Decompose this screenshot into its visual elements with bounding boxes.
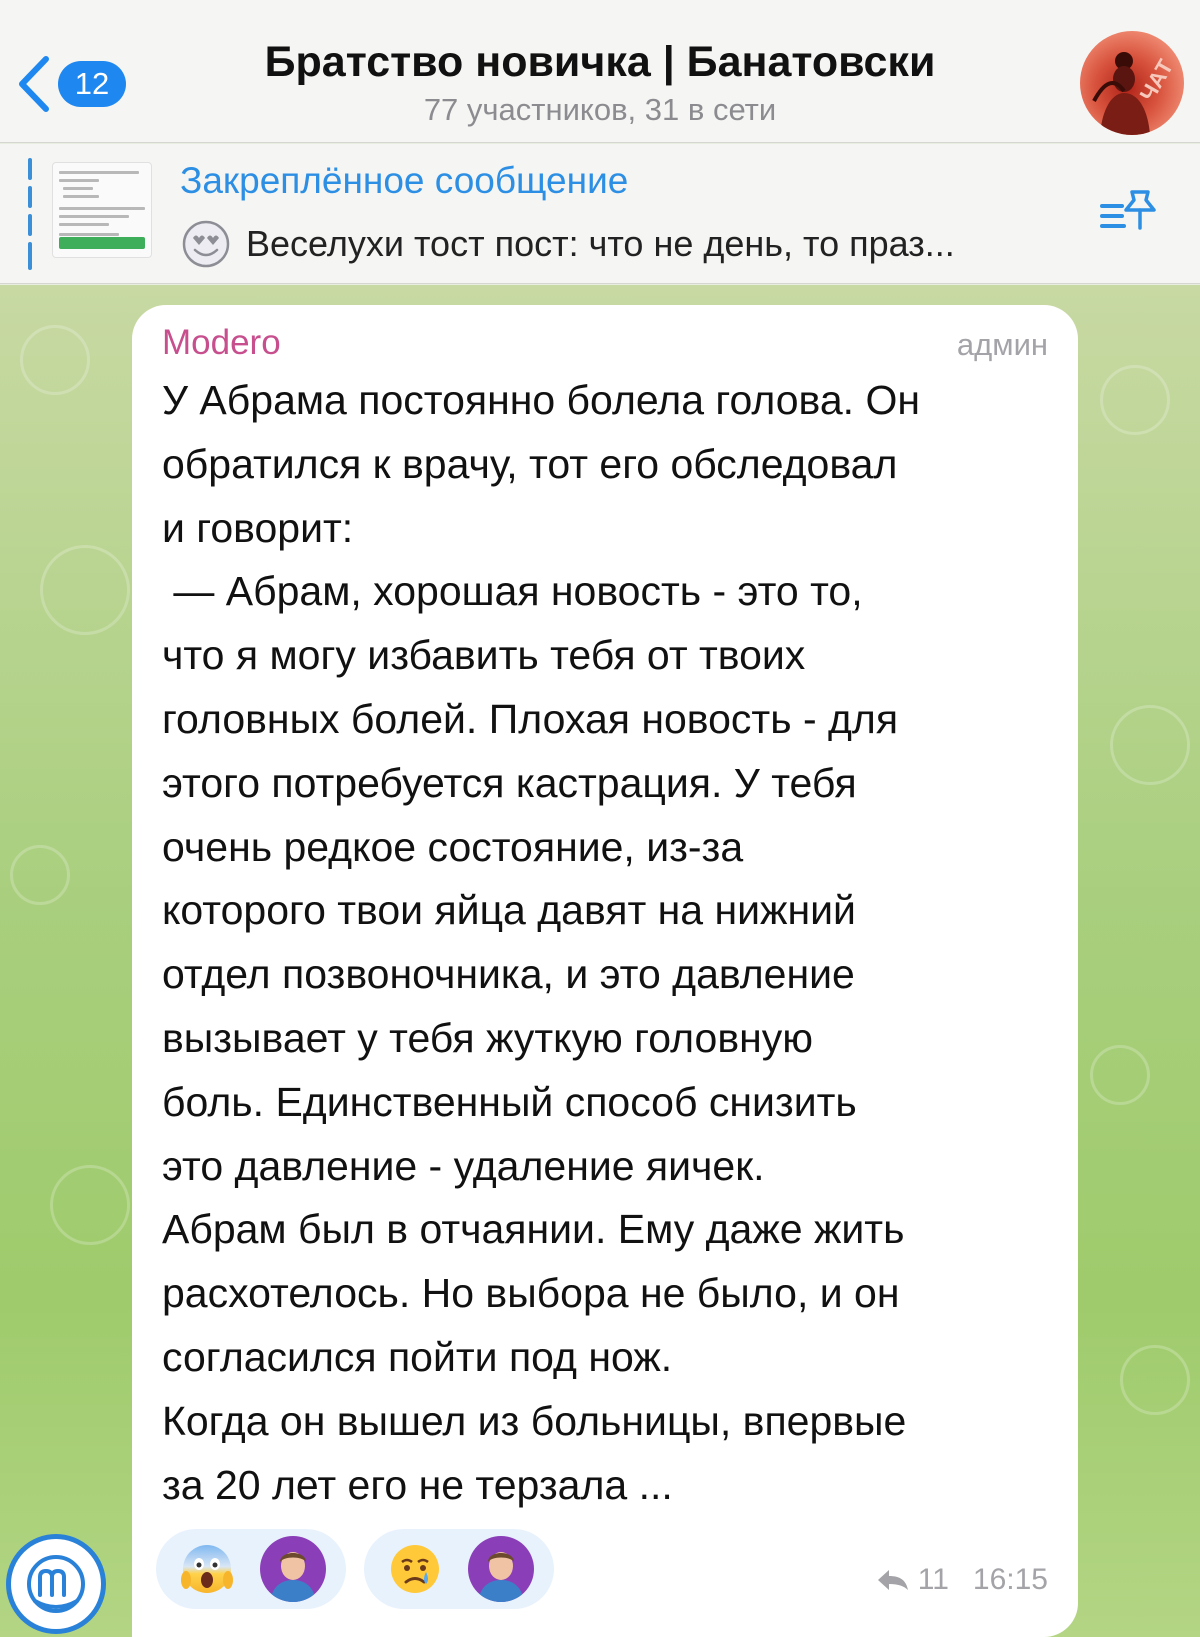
- unread-badge: 12: [58, 61, 126, 107]
- crying-emoji-icon: [388, 1542, 442, 1596]
- message-line: Когда он вышел из больницы, впервые: [162, 1397, 907, 1444]
- message-line: обратился к врачу, тот его обследовал: [162, 440, 898, 487]
- message-line: боль. Единственный способ снизить: [162, 1078, 857, 1125]
- chat-title[interactable]: Братство новичка | Банатовски: [264, 38, 936, 86]
- heart-eyes-emoji-icon: [180, 218, 232, 270]
- modero-logo-icon: [23, 1551, 89, 1617]
- message-line: этого потребуется кастрация. У тебя: [162, 759, 857, 806]
- message-line: что я могу избавить тебя от твоих: [162, 632, 806, 679]
- scream-emoji-icon: [180, 1542, 234, 1596]
- sender-role-badge: админ: [956, 327, 1048, 362]
- pinned-indicator: [28, 158, 32, 270]
- user-avatar-image: [260, 1536, 326, 1602]
- message-line: вызывает у тебя жуткую головную: [162, 1014, 813, 1061]
- message-line: очень редкое состояние, из-за: [162, 823, 744, 870]
- message-bubble[interactable]: [132, 305, 1078, 1637]
- reaction-scream[interactable]: [156, 1529, 346, 1609]
- message-line: за 20 лет его не терзала ...: [162, 1461, 673, 1508]
- user-avatar-image: [468, 1536, 534, 1602]
- sender-avatar[interactable]: [6, 1534, 106, 1634]
- pinned-text: Веселухи тост пост: что не день, то праз...: [246, 223, 955, 264]
- message-line: и говорит:: [162, 504, 354, 551]
- pinned-list-button[interactable]: [1098, 186, 1162, 243]
- reaction-user-avatar: [260, 1536, 326, 1602]
- message-line: Абрам был в отчаянии. Ему даже жить: [162, 1206, 905, 1253]
- message-text: [162, 369, 1062, 1517]
- message-line: расхотелось. Но выбора не было, и он: [162, 1270, 900, 1317]
- pinned-title: Закреплённое сообщение: [180, 160, 629, 201]
- reply-count: 11: [917, 1563, 949, 1596]
- reaction-cry[interactable]: [364, 1529, 554, 1609]
- pinned-list-icon: [1098, 186, 1162, 238]
- chevron-left-icon: [16, 55, 52, 113]
- message-line: это давление - удаление яичек.: [162, 1142, 765, 1189]
- chat-avatar-label: ЧАТ: [1134, 55, 1179, 106]
- message-line: У Абрама постоянно болела голова. Он: [162, 377, 920, 423]
- reply-icon: [876, 1568, 910, 1592]
- chat-subtitle: 77 участников, 31 в сети: [423, 92, 777, 127]
- message-line: которого твои яйца давят на нижний: [162, 887, 856, 934]
- back-button[interactable]: [16, 50, 136, 118]
- reactions-row: [156, 1529, 554, 1609]
- message-line: отдел позвоночника, и это давление: [162, 951, 855, 998]
- message-time: 16:15: [972, 1563, 1048, 1596]
- message-meta: [876, 1563, 1048, 1597]
- message-line: согласился пойти под нож.: [162, 1333, 673, 1380]
- chat-avatar-image: [1080, 31, 1184, 135]
- reaction-user-avatar: [468, 1536, 534, 1602]
- message-sender[interactable]: Modero: [162, 323, 281, 362]
- chat-avatar[interactable]: [1080, 31, 1184, 135]
- message-line: — Абрам, хорошая новость - это то,: [162, 568, 863, 615]
- pinned-thumbnail: [52, 162, 152, 258]
- chat-header: [0, 0, 1200, 143]
- pinned-preview: [180, 218, 1090, 270]
- message-line: головных болей. Плохая новость - для: [162, 695, 899, 742]
